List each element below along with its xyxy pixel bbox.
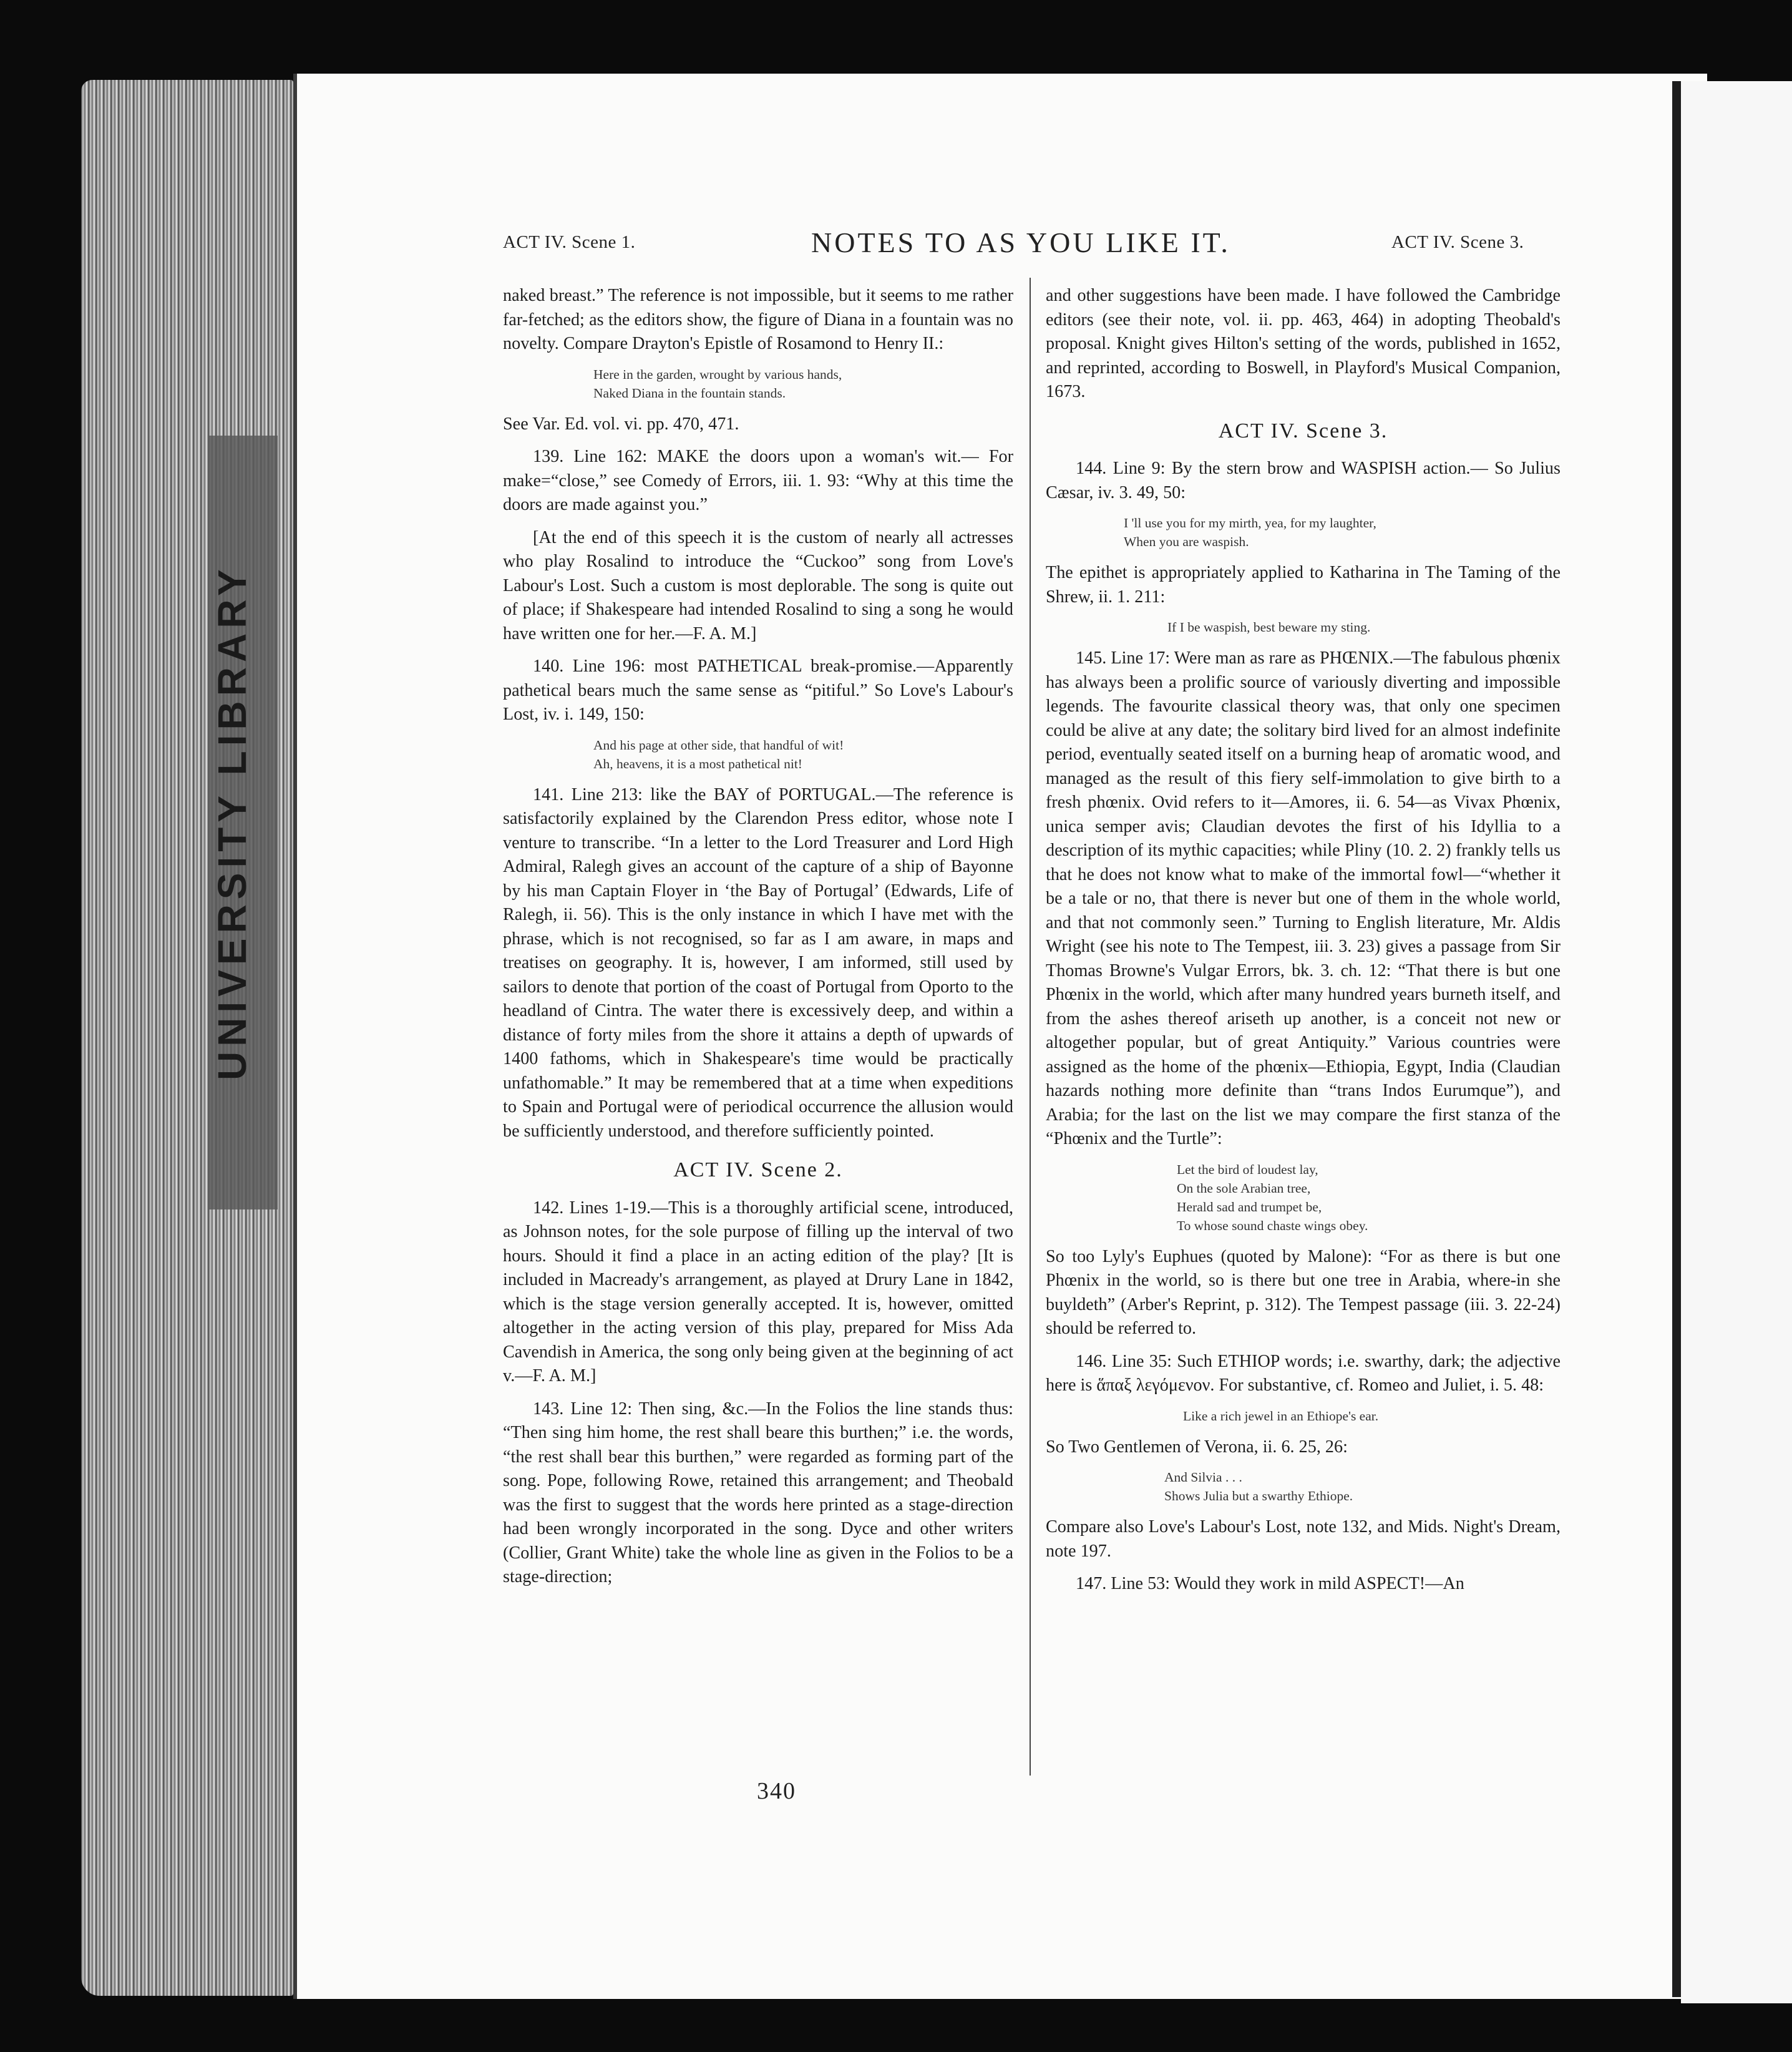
facing-page — [1681, 81, 1792, 2003]
note-140: 140. Line 196: most PATHETICAL break-promise.—Apparently pathetical bears much the same sense as “pitiful.” So Love's Labour's Lost, iv. i. 149, 150: — [503, 657, 1013, 724]
note-139: 139. Line 162: MAKE the doors upon a woman's wit.— For make=“close,” see Comedy of Errors, iii. 1. 93: “Why at this time the doors are made against you.” — [503, 447, 1013, 514]
verse-line: I 'll use you for my mirth, yea, for my laughter, — [1124, 515, 1376, 530]
verse-line: Shows Julia but a swarthy Ethiope. — [1164, 1488, 1353, 1503]
verse-line: Herald sad and trumpet be, — [1177, 1199, 1322, 1214]
verse-line: Like a rich jewel in an Ethiope's ear. — [1183, 1408, 1379, 1424]
gutter-shadow — [1672, 81, 1681, 1997]
paragraph: So Two Gentlemen of Verona, ii. 6. 25, 26: — [1046, 1437, 1348, 1457]
verse-quote — [1046, 1160, 1561, 1235]
verse-line: Here in the garden, wrought by various hands, — [593, 366, 842, 382]
verse-line: To whose sound chaste wings obey. — [1177, 1218, 1368, 1233]
paragraph: See Var. Ed. vol. vi. pp. 470, 471. — [503, 414, 739, 434]
left-column — [503, 284, 1013, 1598]
book-page-edges — [81, 80, 293, 1996]
verse-line: When you are waspish. — [1124, 534, 1249, 549]
verse-line: On the sole Arabian tree, — [1177, 1180, 1311, 1196]
note-143: 143. Line 12: Then sing, &c.—In the Folios the line stands thus: “Then sing him home, the rest shall beare this burthen;” i.e. the words, “the rest shall bear this burthen,” were regarded as forming part of the song. Pope, following Rowe, retained this arrangement; and Theobald was the first to suggest that the words here printed as a stage-direction had been wrongly incorporated in the song. Dyce and other writers (Collier, Grant White) take the whole line as given in the Folios to be a stage-direction; — [503, 1399, 1013, 1586]
running-header-right: ACT IV. Scene 3. — [1391, 232, 1524, 252]
verse-quote — [503, 365, 1013, 403]
paragraph: So too Lyly's Euphues (quoted by Malone): “For as there is but one Phœnix in the world, so is there but one tree in Arabia, where-in she buyldeth” (Arber's Reprint, p. 312). The Tempest passage (iii. 3. 22-24) should be referred to. — [1046, 1246, 1561, 1338]
verse-line: And Silvia . . . — [1164, 1470, 1242, 1485]
running-header-title: NOTES TO AS YOU LIKE IT. — [811, 227, 1230, 258]
paragraph: The epithet is appropriately applied to Katharina in The Taming of the Shrew, ii. 1. 211: — [1046, 563, 1561, 607]
note-147: 147. Line 53: Would they work in mild ASPECT!—An — [1076, 1574, 1464, 1593]
note-139-editorial: [At the end of this speech it is the custom of nearly all actresses who play Rosalind to introduce the “Cuckoo” song from Love's Labour's Lost. Such a custom is most deplorable. The song is quite out of place; if Shakespeare had intended Rosalind to sing a song he would have written one for her.—F. A. M.] — [503, 527, 1013, 643]
note-142: 142. Lines 1-19.—This is a thoroughly artificial scene, introduced, as Johnson notes, for the sole purpose of filling up the interval of two hours. Should it find a place in an acting edition of the play? [It is included in Macready's arrangement, as played at Drury Lane in 1842, which is the stage version generally accepted. It is, however, omitted altogether in the acting version of this play, prepared for Miss Ada Cavendish in America, the song only being given at the beginning of act v.—F. A. M.] — [503, 1198, 1013, 1385]
page-number: 340 — [757, 1778, 796, 1804]
verse-quote — [1046, 514, 1561, 551]
section-heading: ACT IV. Scene 2. — [673, 1158, 843, 1181]
verse-line: Naked Diana in the fountain stands. — [593, 385, 786, 401]
column-divider — [1030, 278, 1031, 1776]
verse-line: Let the bird of loudest lay, — [1177, 1161, 1318, 1177]
right-column — [1046, 284, 1561, 1605]
note-141: 141. Line 213: like the BAY of PORTUGAL.—The reference is satisfactorily explained by the Clarendon Press editor, whose note I venture to transcribe. “In a letter to the Lord Treasurer and Lord High Admiral, Ralegh gives an account of the capture of a ship of Bayonne by his man Captain Floyer in ‘the Bay of Portugal’ (Edwards, Life of Ralegh, ii. 56). This is the only instance in which I have met with the phrase, which is not recognised, so far as I am aware, in maps and treatises on geography. It is, however, I am informed, still used by sailors to denote that portion of the coast of Portugal from Oporto to the headland of Cintra. The water there is excessively deep, and within a distance of forty miles from the shore it attains a depth of upwards of 1400 fathoms, which in Shakespeare's time would be practically unfathomable.” It may be remembered that at a time when expeditions to Spain and Portugal were of periodical occurrence the allusion would be sufficiently understood, and therefore sufficiently pointed. — [503, 784, 1013, 1141]
verse-quote — [503, 736, 1013, 773]
section-heading: ACT IV. Scene 3. — [1218, 419, 1388, 442]
paragraph: and other suggestions have been made. I have followed the Cambridge editors (see their note, vol. ii. pp. 463, 464) in adopting Theobald's proposal. Knight gives Hilton's setting of the words, published in 1652, and reprinted, according to Boswell, in Playford's Musical Companion, 1673. — [1046, 286, 1561, 401]
verse-quote — [1046, 1468, 1561, 1505]
verse-quote — [1046, 618, 1561, 637]
verse-line: And his page at other side, that handful of wit! — [593, 737, 844, 753]
note-145: 145. Line 17: Were man as rare as PHŒNIX.—The fabulous phœnix has always been a prolific source of variously diverting and impossible legends. The favourite classical theory was, that only one specimen could be alive at any date; the solitary bird lived for an almost indefinite period, eventually seated itself on a burning heap of aromatic wood, and managed as the result of this fiery self-immolation to give birth to a fresh phœnix. Ovid refers to it—Amores, ii. 6. 54—as Vivax Phœnix, unica semper avis; Claudian devotes the first of his Idyllia to a description of its mythic capacities; while Pliny (10. 2. 2) frankly tells us that he does not know what to make of the immortal fowl—“whether it be a tale or no, that there is never but one of them in the whole world, and that not commonly seen.” Turning to English literature, Mr. Aldis Wright (see his note to The Tempest, iii. 3. 23) gives a passage from Sir Thomas Browne's Vulgar Errors, bk. 3. ch. 12: “That there is but one Phœnix in the world, which after many hundred years burneth itself, and from the ashes thereof ariseth up another, is a conceit not new or altogether popular, but of great Antiquity.” Various countries were assigned as the home of the phœnix—Ethiopia, Egypt, India (Claudian hazards nothing more definite than “trans Indos Eurumque”), and Arabia; for the last on the list we may compare the first stanza of the “Phœnix and the Turtle”: — [1046, 648, 1561, 1148]
verse-line: Ah, heavens, it is a most pathetical nit! — [593, 756, 802, 771]
paragraph: naked breast.” The reference is not impossible, but it seems to me rather far-fetched; as the editors show, the figure of Diana in a fountain was no novelty. Compare Drayton's Epistle of Rosamond to Henry II.: — [503, 286, 1013, 353]
paragraph: Compare also Love's Labour's Lost, note 132, and Mids. Night's Dream, note 197. — [1046, 1517, 1561, 1561]
verse-line: If I be waspish, best beware my sting. — [1167, 620, 1371, 635]
note-144: 144. Line 9: By the stern brow and WASPISH action.— So Julius Cæsar, iv. 3. 49, 50: — [1046, 459, 1561, 502]
spine-label-text: UNIVERSITY LIBRARY — [210, 564, 255, 1081]
note-146: 146. Line 35: Such ETHIOP words; i.e. swarthy, dark; the adjective here is ἅπαξ λεγόμενον. For substantive, cf. Romeo and Juliet, i. 5. 48: — [1046, 1351, 1561, 1395]
running-header-left: ACT IV. Scene 1. — [503, 232, 636, 252]
verse-quote — [1046, 1407, 1561, 1425]
